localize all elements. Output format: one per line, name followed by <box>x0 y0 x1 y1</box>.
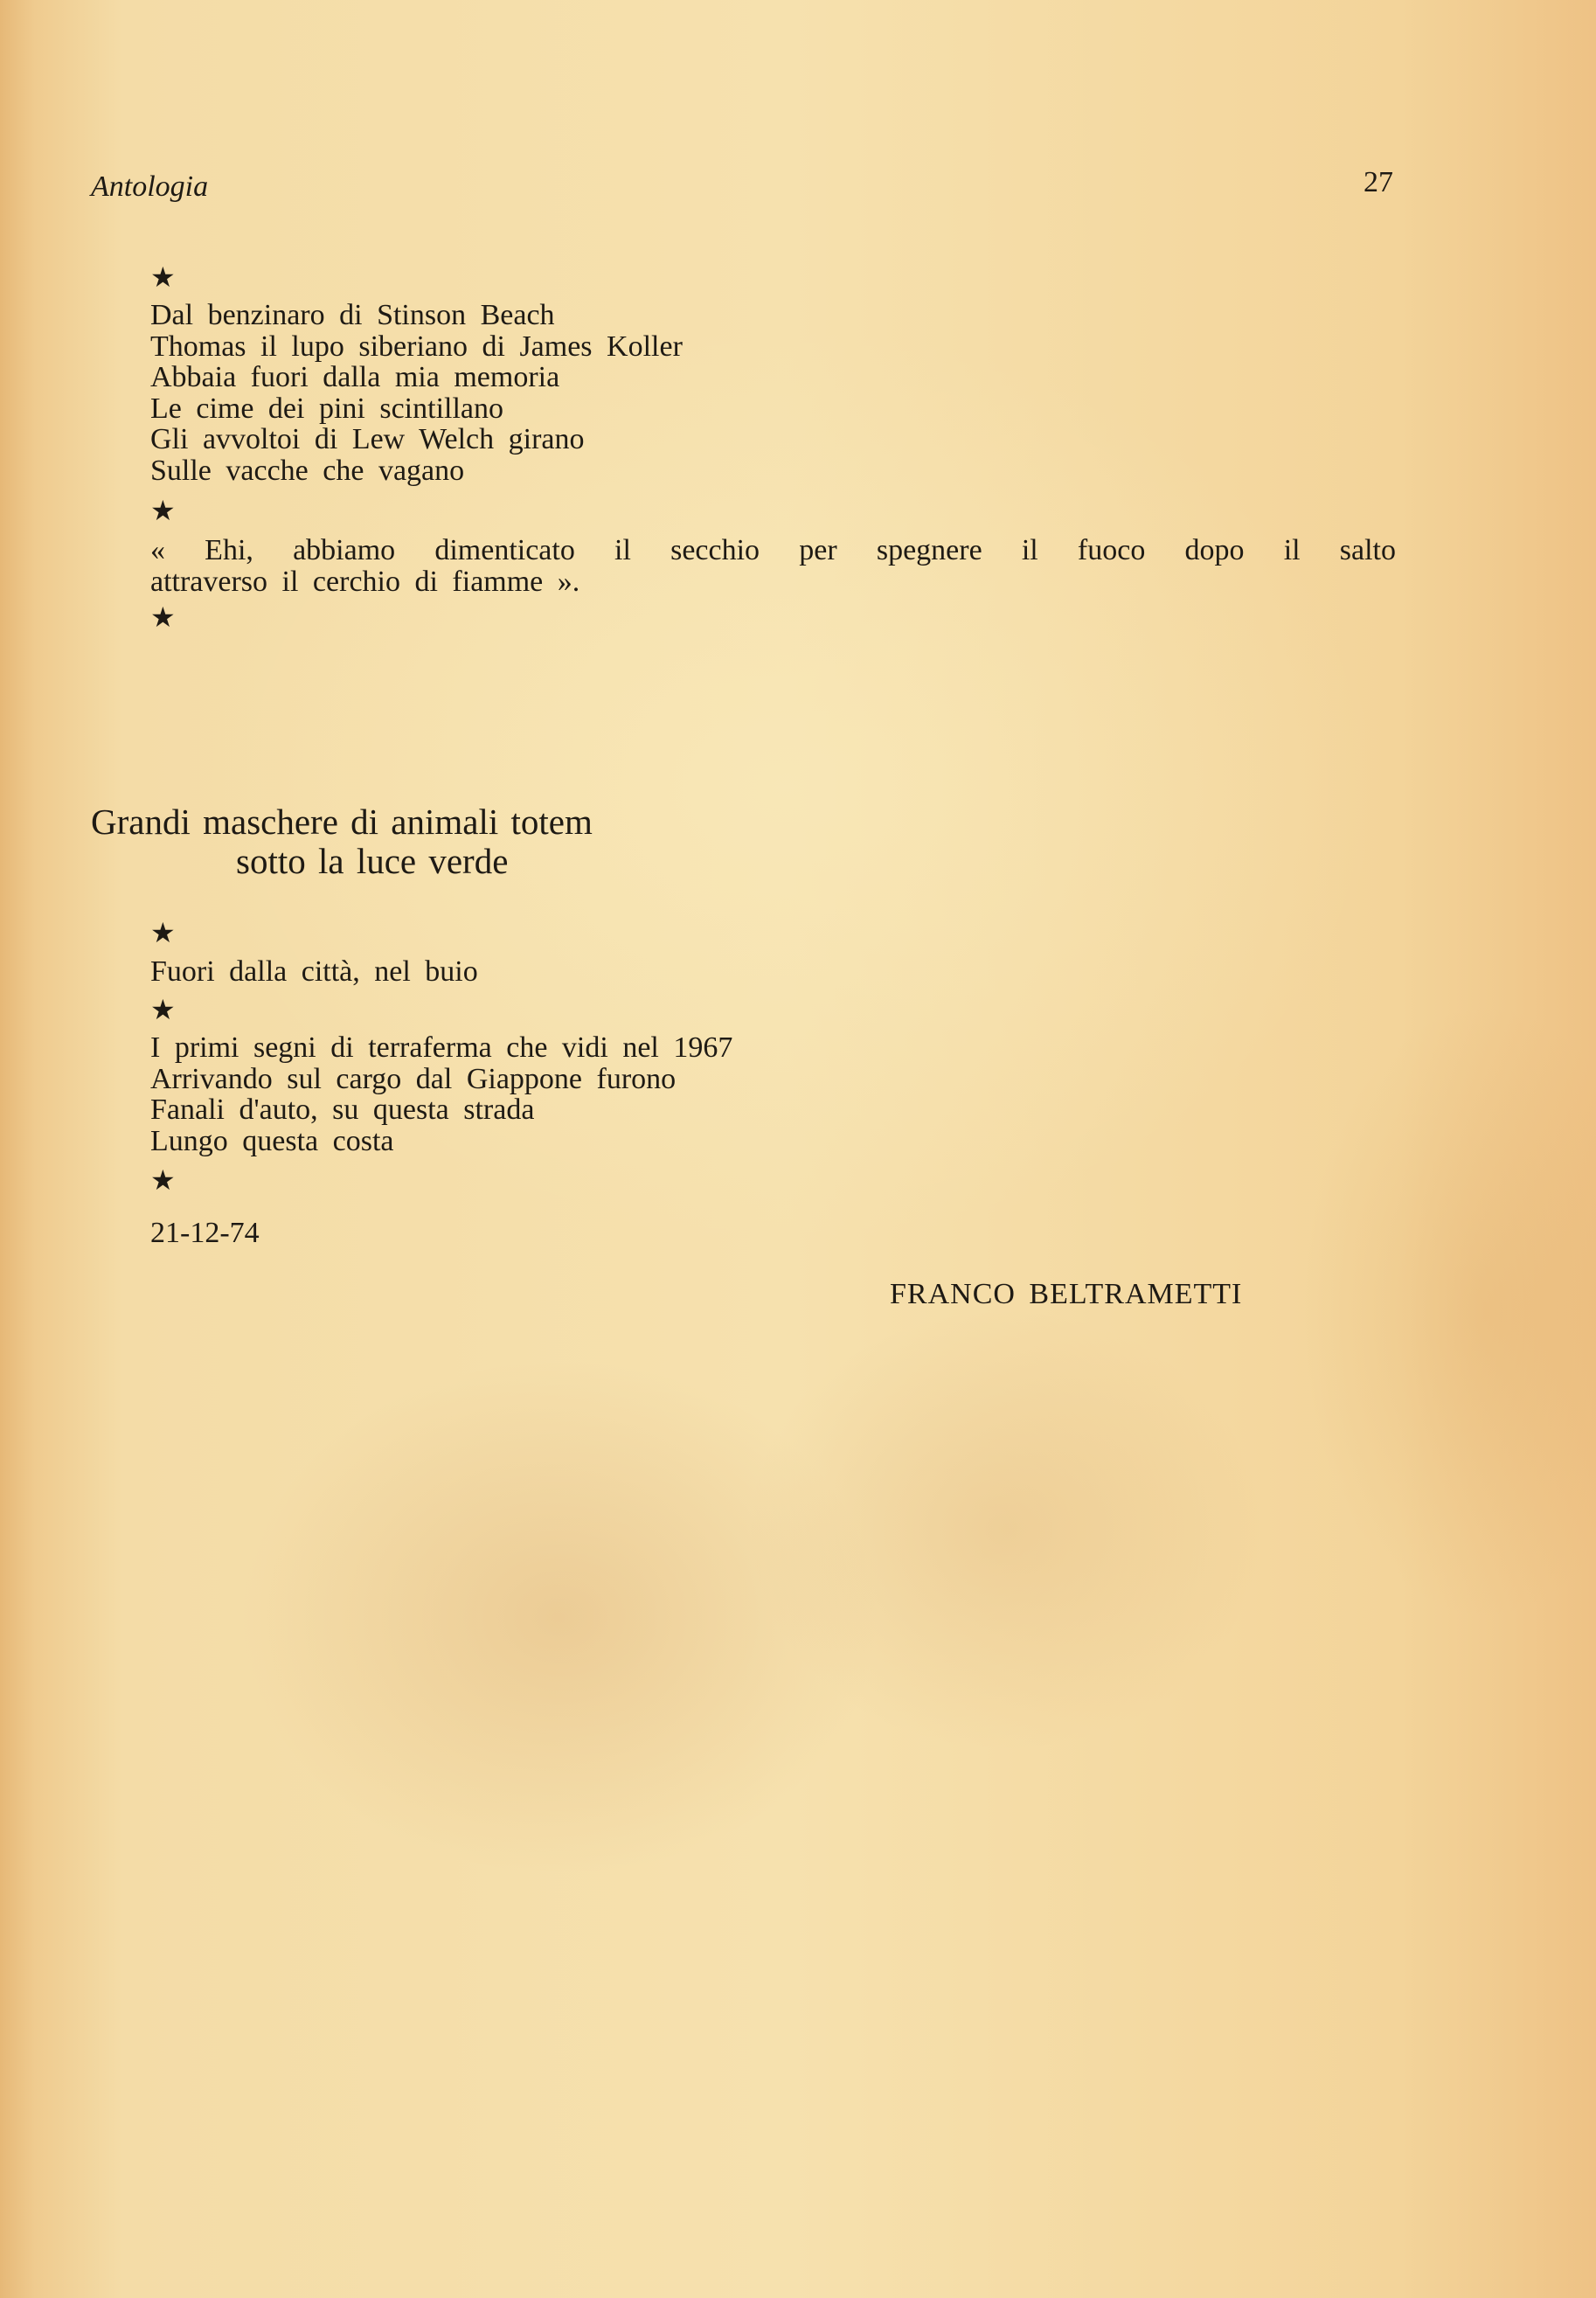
star-ornament: ★ <box>150 261 176 293</box>
poem-line: Fuori dalla città, nel buio <box>150 955 478 988</box>
running-title: Antologia <box>91 170 209 203</box>
poem-stanza-2 <box>150 956 478 988</box>
poem-line: Thomas il lupo siberiano di James Koller <box>150 330 683 363</box>
poem-line: I primi segni di terraferma che vidi nel 1967 <box>150 1031 733 1064</box>
poem-stanza-1 <box>150 300 683 486</box>
poem-line: Le cime dei pini scintillano <box>150 392 504 425</box>
poem-line: Sulle vacche che vagano <box>150 454 465 487</box>
poem-title <box>91 802 593 881</box>
poem-line: Abbaia fuori dalla mia memoria <box>150 361 560 393</box>
poem-date: 21-12-74 <box>150 1217 260 1249</box>
poem-line: Fanali d'auto, su questa strada <box>150 1093 535 1126</box>
page-number: 27 <box>1364 166 1393 198</box>
poem-line: Lungo questa costa <box>150 1124 394 1157</box>
poem-line: Gli avvoltoi di Lew Welch girano <box>150 423 585 455</box>
title-line-1: Grandi maschere di animali totem <box>91 802 593 842</box>
prose-passage <box>150 535 1396 598</box>
poem-line: Arrivando sul cargo dal Giappone furono <box>150 1062 677 1095</box>
poem-line: Dal benzinaro di Stinson Beach <box>150 299 555 331</box>
star-ornament: ★ <box>150 994 176 1025</box>
poem-stanza-3 <box>150 1032 732 1156</box>
prose-line: attraverso il cerchio di fiamme ». <box>150 566 580 598</box>
title-line-2: sotto la luce verde <box>236 841 509 881</box>
star-ornament: ★ <box>150 601 176 633</box>
star-ornament: ★ <box>150 1164 176 1196</box>
author-signature: FRANCO BELTRAMETTI <box>890 1278 1243 1310</box>
star-ornament: ★ <box>150 917 176 948</box>
star-ornament: ★ <box>150 495 176 526</box>
prose-line: « Ehi, abbiamo dimenticato il secchio per spegnere il fuoco dopo il salto <box>150 534 1396 566</box>
